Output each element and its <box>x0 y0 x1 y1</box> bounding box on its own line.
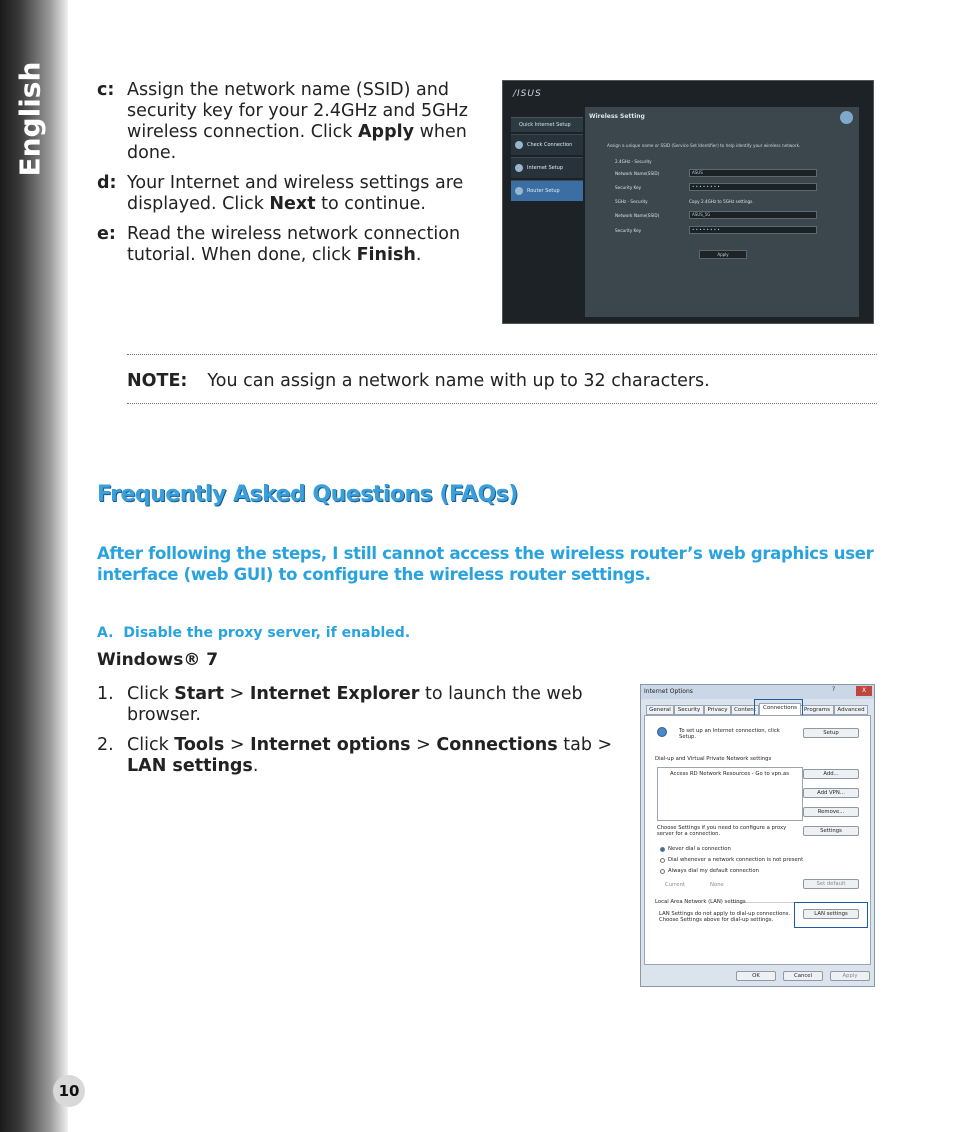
wireless-setting-panel <box>585 107 859 317</box>
radio-whenever-label: Dial whenever a network connection is not present <box>668 857 804 863</box>
asus-logo: /ISUS <box>513 89 542 99</box>
step-text: Your Internet and wireless settings are displayed. Click Next to continue. <box>127 173 464 214</box>
ok-button[interactable]: OK <box>736 971 776 981</box>
tab-security[interactable]: Security <box>674 705 704 715</box>
step-label: 2. <box>97 735 114 755</box>
language-tab <box>10 61 50 180</box>
router-icon <box>515 187 523 195</box>
step-label: 1. <box>97 684 114 704</box>
step-e <box>97 224 472 266</box>
key5-label: Security Key <box>615 228 642 233</box>
setup-text: To set up an Internet connection, click Setup. <box>679 728 780 740</box>
cancel-button[interactable]: Cancel <box>783 971 823 981</box>
emphasis: Connections <box>436 735 558 755</box>
proxy-text: Choose Settings if you need to configure a proxy server for a connection. <box>657 825 787 837</box>
note-text: You can assign a network name with up to 32 characters. <box>207 371 710 391</box>
tab-advanced[interactable]: Advanced <box>834 705 868 715</box>
menu-internet-setup[interactable]: Internet Setup <box>511 157 583 178</box>
note-divider-bottom <box>127 403 877 404</box>
step-text: Click Start > Internet Explorer to launch the web browser. <box>127 684 583 725</box>
radio-always-label: Always dial my default connection <box>668 868 759 874</box>
step-c <box>97 80 472 164</box>
faq-heading: Frequently Asked Questions (FAQs) <box>97 482 518 507</box>
apply-button[interactable]: Apply <box>699 250 747 259</box>
radio-always-dial[interactable] <box>660 869 665 874</box>
radio-dial-whenever[interactable] <box>660 858 665 863</box>
add-vpn-button[interactable]: Add VPN... <box>803 788 859 798</box>
tab-programs[interactable]: Programs <box>800 705 834 715</box>
setup-button[interactable]: Setup <box>803 728 859 738</box>
key24-input[interactable]: • • • • • • • • <box>689 183 817 191</box>
tab-general[interactable]: General <box>646 705 674 715</box>
lan-heading: Local Area Network (LAN) settings <box>655 899 746 905</box>
setup-steps <box>97 80 472 275</box>
sub-text: Disable the proxy server, if enabled. <box>123 625 411 641</box>
key5-input[interactable]: • • • • • • • • <box>689 226 817 234</box>
router-screenshot <box>502 80 874 324</box>
remove-button[interactable]: Remove... <box>803 807 859 817</box>
panel-description: Assign a unique name or SSID (Service Set Identifier) to help identify your wireless network. <box>607 143 801 148</box>
tab-connections[interactable]: Connections <box>759 703 801 716</box>
router-menu <box>511 117 583 201</box>
menu-check-connection[interactable]: Check Connection <box>511 134 583 155</box>
lan-settings-button[interactable]: LAN settings <box>803 909 859 919</box>
dialog-title: Internet Options <box>641 685 874 699</box>
settings-button[interactable]: Settings <box>803 826 859 836</box>
ssid5-label: Network Name(SSID) <box>615 213 660 218</box>
sidebar <box>0 0 68 1132</box>
note <box>127 371 710 391</box>
set-default-button[interactable]: Set default <box>803 879 859 889</box>
lan-settings-highlight <box>794 902 868 928</box>
sub-letter: A. <box>97 625 114 641</box>
language-label: English <box>13 61 47 177</box>
panel-title: Wireless Setting <box>589 113 645 120</box>
faq-subheading <box>97 625 420 641</box>
emphasis: LAN settings <box>127 756 253 776</box>
window-controls <box>832 686 872 696</box>
ssid24-input[interactable]: ASUS <box>689 169 817 177</box>
home-icon[interactable] <box>840 111 853 124</box>
tab-content[interactable]: Content <box>731 705 759 715</box>
globe-icon <box>657 727 667 737</box>
section-5ghz: 5GHz - Security <box>615 199 648 204</box>
emphasis: Tools <box>174 735 225 755</box>
win-step-2 <box>97 735 627 777</box>
current-value: None <box>710 882 724 888</box>
page-number: 10 <box>53 1075 85 1107</box>
windows-heading: Windows® 7 <box>97 650 219 670</box>
windows-steps <box>97 684 637 786</box>
internet-options-screenshot <box>640 684 875 987</box>
connection-list[interactable] <box>657 767 803 821</box>
radio-never-label: Never dial a connection <box>668 846 731 852</box>
win-step-1 <box>97 684 637 726</box>
emphasis: Start <box>174 684 225 704</box>
note-label: NOTE: <box>127 371 188 391</box>
faq-question: After following the steps, I still cannot access the wireless router’s web graphics user interface (web GUI) to configure the wireless router settings. <box>97 544 874 584</box>
help-icon[interactable]: ? <box>832 686 836 693</box>
ssid24-label: Network Name(SSID) <box>615 171 660 176</box>
radio-never-dial[interactable] <box>660 847 665 852</box>
emphasis: Internet Explorer <box>249 684 420 704</box>
menu-router-setup[interactable]: Router Setup <box>511 180 583 201</box>
emphasis: Finish <box>356 245 416 265</box>
step-label: c: <box>97 80 115 100</box>
dialup-heading: Dial-up and Virtual Private Network settings <box>655 756 772 762</box>
step-label: d: <box>97 173 117 193</box>
step-label: e: <box>97 224 116 244</box>
tab-privacy[interactable]: Privacy <box>704 705 731 715</box>
close-icon[interactable]: X <box>856 686 872 696</box>
emphasis: Next <box>269 194 316 214</box>
emphasis: Apply <box>358 122 415 142</box>
step-text: Assign the network name (SSID) and security key for your 2.4GHz and 5GHz wireless connection. Click Apply when done. <box>127 80 468 163</box>
lan-text: LAN Settings do not apply to dial-up connections. Choose Settings above for dial-up settings. <box>659 911 791 923</box>
apply-button[interactable]: Apply <box>830 971 870 981</box>
emphasis: Internet options <box>250 735 411 755</box>
note-divider-top <box>127 354 877 355</box>
key24-label: Security Key <box>615 185 642 190</box>
globe-icon <box>515 164 523 172</box>
globe-icon <box>515 141 523 149</box>
list-item[interactable]: Access RD Network Resources - Go to vpn.as <box>670 771 789 777</box>
step-text: Read the wireless network connection tutorial. When done, click Finish. <box>127 224 461 265</box>
section-24ghz: 2.4GHz - Security <box>615 159 652 164</box>
current-label: Current <box>665 882 685 888</box>
add-button[interactable]: Add... <box>803 769 859 779</box>
ssid5-input[interactable]: ASUS_5G <box>689 211 817 219</box>
menu-header: Quick Internet Setup <box>511 117 583 132</box>
copy-checkbox-label[interactable]: Copy 2.4GHz to 5GHz settings. <box>689 199 754 204</box>
step-text: Click Tools > Internet options > Connections tab > LAN settings. <box>127 735 613 776</box>
step-d <box>97 173 472 215</box>
